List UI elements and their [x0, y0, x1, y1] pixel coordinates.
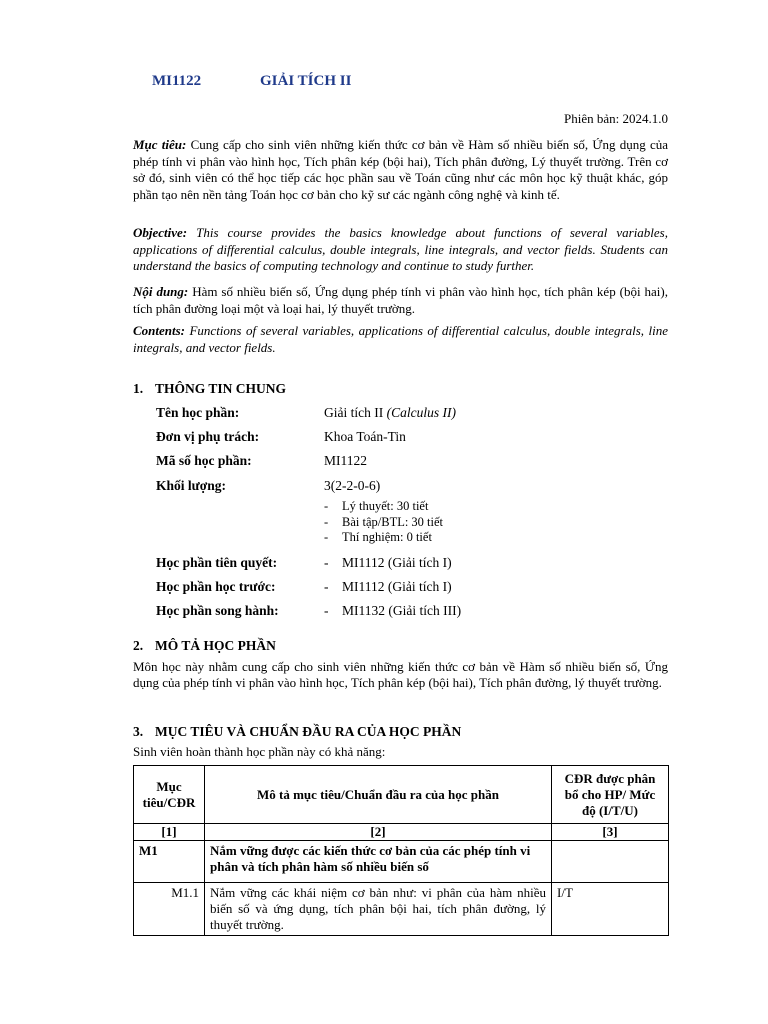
objective-vi-label: Mục tiêu:: [133, 137, 187, 152]
course-name-label: Tên học phần:: [156, 405, 240, 420]
credit-item-theory: - Lý thuyết: 30 tiết: [324, 499, 429, 513]
credits-label: Khối lượng:: [156, 478, 226, 493]
content-en-text: Functions of several variables, applications of differential calculus, double integrals, line integrals, and vector fields.: [133, 323, 668, 355]
course-code-value: MI1122: [324, 453, 367, 468]
course-name-value: Giải tích II: [324, 405, 387, 420]
content-vi-text: Hàm số nhiều biến số, Ứng dụng phép tính vi phân vào hình học, tích phân kép (bội hai), tích phân đường loại một và loại hai, lý thuyết trường.: [133, 284, 669, 316]
outcomes-table: [133, 765, 669, 936]
objective-en-label: Objective:: [133, 225, 188, 240]
section-3-number: 3.: [133, 724, 144, 739]
department-label: Đơn vị phụ trách:: [156, 429, 260, 444]
course-title: GIẢI TÍCH II: [260, 73, 352, 89]
course-code: MI1122: [152, 73, 202, 89]
content-en-paragraph: [133, 323, 668, 356]
prerequisite-label: Học phần tiên quyết:: [156, 555, 278, 570]
credit-item-lab: - Thí nghiệm: 0 tiết: [324, 530, 432, 544]
document-page: MI1122 GIẢI TÍCH II Phiên bản: 2024.1.0 Mục tiêu: Cung cấp cho sinh viên những kiến thức cơ bản về Hàm số nhiều biến số, Ứng dụng của phép tính vi phân vào hình học, Tích phân kép (bội hai), Tích phân đường, Lý thuyết trường. Trên cơ sở đó, sinh viên có thể học tiếp các học phần sau về Toán cũng như các môn học kỹ thuật khác, góp phần tạo nên nền tảng Toán học cơ bản cho kỹ sư các ngành công nghệ và kinh tế. Objective: This course provides the basics knowledge about functions of several variables, applications of differential calculus, double integrals, line integrals, and vector fields. Students can understand the basics of computing technology and continue to study further. Nội dung: Hàm số nhiều biến số, Ứng dụng phép tính vi phân vào hình học, tích phân kép (bội hai), tích phân đường loại một và loại hai, lý thuyết trường. Contents: Functions of several variables, applications of differential calculus, double integrals, line integrals, and vector fields. 1. THÔNG TIN CHUNG Tên học phần: Giải tích II (Calculus II) Đơn vị phụ trách: Khoa Toán-Tin Mã số học phần: MI1122 Khối lượng: 3(2-2-0-6) Học phần tiên quyết: - MI1112 (Giải tích I) Học phần học trước: - MI1112 (Giải tích I) Học phần song hành: - MI1132 (Giải tích III) - Lý thuyết: 30 tiết - Bài tập/BTL: 30 tiết - Thí nghiệm: 0 tiết 2. MÔ TẢ HỌC PHẦN Môn học này nhằm cung cấp cho sinh viên những kiến thức cơ bản về Hàm số nhiều biến số, Ứng dụng của phép tính vi phân vào hình học, Tích phân kép (bội hai), Tích phân đường, lý thuyết trường. 3. MỤC TIÊU VÀ CHUẨN ĐẦU RA CỦA HỌC PHẦN Sinh viên hoàn thành học phần này có khả năng: Mục tiêu/CĐR Mô tả mục tiêu/Chuẩn đầu ra của học phần CĐR được phân bổ cho HP/ Mức độ (I/T/U) [1] [2] [3] M1 Nắm vững được các kiến thức cơ bản của các phép tính vi phân và tích phân hàm số nhiều biến số M1.1 Nắm vững các khái niệm cơ bản như: vi phân của hàm nhiều biến số và ứng dụng, tích phân bội hai, tích phân đường, lý thuyết trường. I/T: [0, 0, 768, 1024]
section-3-title: MỤC TIÊU VÀ CHUẨN ĐẦU RA CỦA HỌC PHẦN: [155, 724, 462, 739]
content-vi-label: Nội dung:: [133, 284, 189, 299]
objective-description-cell: Nắm vững được các kiến thức cơ bản của các phép tính vi phân và tích phân hàm số nhiều biến số: [205, 841, 552, 883]
header-objective-id: Mục tiêu/CĐR: [134, 766, 205, 824]
course-code-label: Mã số học phần:: [156, 453, 252, 468]
department-value: Khoa Toán-Tin: [324, 429, 406, 444]
section-3-heading: [133, 724, 461, 740]
index-col-2: [2]: [205, 824, 552, 841]
section-3-intro: Sinh viên hoàn thành học phần này có khả năng:: [133, 744, 386, 759]
parallel-course-value: MI1132 (Giải tích III): [342, 603, 462, 618]
objective-en-paragraph: [133, 225, 668, 275]
table-row: [134, 841, 669, 883]
content-vi-paragraph: [133, 284, 668, 317]
objective-level-cell: I/T: [552, 883, 669, 936]
objective-id-cell: M1.1: [134, 883, 205, 936]
section-1-number: 1.: [133, 381, 144, 396]
credits-value: 3(2-2-0-6): [324, 478, 381, 493]
header-description: Mô tả mục tiêu/Chuẩn đầu ra của học phần: [205, 766, 552, 824]
credit-breakdown-list: [324, 499, 443, 546]
section-2-description: Môn học này nhằm cung cấp cho sinh viên những kiến thức cơ bản về Hàm số nhiều biến số, Ứng dụng của phép tính vi phân vào hình học, Tích phân kép (bội hai), Tích phân đường, lý thuyết trường.: [133, 659, 668, 690]
header-level: CĐR được phân bổ cho HP/ Mức độ (I/T/U): [552, 766, 669, 824]
prior-course-label: Học phần học trước:: [156, 579, 276, 594]
objective-id-cell: M1: [134, 841, 205, 883]
prerequisite-value: MI1112 (Giải tích I): [342, 555, 452, 570]
table-header-row: [134, 766, 669, 824]
parallel-course-label: Học phần song hành:: [156, 603, 279, 618]
version-label: Phiên bản: 2024.1.0: [564, 111, 668, 126]
objective-level-cell: [552, 841, 669, 883]
table-row: [134, 883, 669, 936]
objective-en-text: This course provides the basics knowledge about functions of several variables, applications of differential calculus, double integrals, line integrals, and vector fields. Students can understand the basics of computing technology and continue to study further.: [133, 225, 668, 273]
index-col-3: [3]: [552, 824, 669, 841]
objective-vi-paragraph: [133, 137, 668, 203]
section-2-title: MÔ TẢ HỌC PHẦN: [155, 638, 276, 653]
section-1-title: THÔNG TIN CHUNG: [155, 381, 287, 396]
table-index-row: [134, 824, 669, 841]
section-2-heading: [133, 638, 276, 654]
course-name-english: (Calculus II): [386, 405, 456, 420]
objective-description-cell: Nắm vững các khái niệm cơ bản như: vi phân của hàm nhiều biến số và ứng dụng, tích phân bội hai, tích phân đường, lý thuyết trường.: [205, 883, 552, 936]
prior-course-value: MI1112 (Giải tích I): [342, 579, 452, 594]
index-col-1: [1]: [134, 824, 205, 841]
section-1-heading: [133, 381, 286, 397]
content-en-label: Contents:: [133, 323, 186, 338]
objective-vi-text: Cung cấp cho sinh viên những kiến thức cơ bản về Hàm số nhiều biến số, Ứng dụng của phép tính vi phân vào hình học, Tích phân kép (bội hai), Tích phân đường, Lý thuyết trường. Trên cơ sở đó, sinh viên có thể học tiếp các học phần sau về Toán cũng như các môn học kỹ thuật khác, góp phần tạo nên nền tảng Toán học cơ bản cho kỹ sư các ngành công nghệ và kinh tế.: [133, 137, 668, 202]
credit-item-exercises: - Bài tập/BTL: 30 tiết: [324, 514, 444, 529]
section-2-number: 2.: [133, 638, 144, 653]
